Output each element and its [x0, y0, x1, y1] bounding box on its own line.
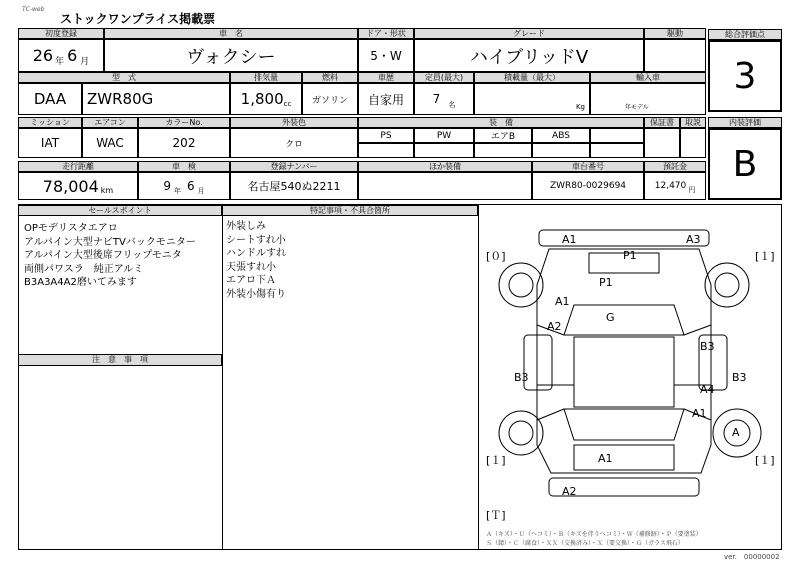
manual-value — [680, 128, 706, 158]
logo: TC-web — [22, 6, 45, 13]
damage-mark: A2 — [547, 320, 562, 333]
drive-value — [644, 39, 706, 72]
label-capacity: 定員(最大) — [414, 72, 474, 83]
label-aircon: エアコン — [82, 117, 138, 128]
equip-row2-b — [414, 143, 474, 158]
sales-point-item: B3A3A4A2磨いてみます — [24, 277, 137, 288]
divider-left — [222, 204, 223, 550]
label-other-equip: ほか装備 — [358, 161, 532, 172]
capacity-value: 7 — [432, 92, 441, 106]
damage-mark: G — [606, 311, 615, 324]
load-unit: Kg — [575, 103, 585, 111]
damage-mark: B3 — [514, 371, 529, 384]
label-model: 型 式 — [18, 72, 230, 83]
bracket-front-left: [０] — [486, 250, 506, 263]
note-item: シートすれ小 — [226, 234, 286, 246]
label-equipment: 装 備 — [358, 117, 644, 128]
label-drive: 駆動 — [644, 28, 706, 39]
damage-mark: A1 — [555, 295, 570, 308]
interior-score: B — [708, 128, 782, 200]
label-load: 積載量（最大） — [474, 72, 590, 83]
label-sales-point: セールスポイント — [18, 205, 222, 216]
year-value: 26 — [32, 46, 54, 65]
model-prefix: DAA — [18, 83, 82, 115]
door-value: 5・W — [358, 39, 414, 72]
label-inspection: 車 検 — [138, 161, 230, 172]
import-unit: 年モデル — [625, 104, 649, 111]
grade-value: ハイブリッドV — [414, 39, 644, 72]
load-cell — [474, 83, 590, 115]
price-value: 12,470 — [654, 181, 687, 191]
bracket-trunk: [Ｔ] — [486, 509, 506, 522]
insp-year-unit: 年 — [174, 186, 181, 195]
import-cell — [590, 83, 706, 115]
label-import: 輸入車 — [590, 72, 706, 83]
damage-mark: A3 — [686, 233, 701, 246]
first-reg-value — [18, 39, 104, 72]
chassis-value: ZWR80-0029694 — [532, 172, 644, 200]
legend-line-1: Ａ（キズ）・Ｕ（ヘコミ）・Ｂ（キズを伴うヘコミ）・Ｗ（補修跡）・Ｐ（要塗装） — [486, 531, 702, 538]
damage-mark: A — [732, 426, 740, 439]
mileage-unit: km — [100, 185, 114, 195]
month-unit: 月 — [80, 57, 90, 67]
sales-points-list — [24, 222, 220, 290]
equip-row2-d — [532, 143, 590, 158]
label-fuel: 燃料 — [302, 72, 358, 83]
history-value: 自家用 — [358, 83, 414, 115]
note-item: 外装しみ — [226, 221, 266, 232]
color-no-value: 202 — [138, 128, 230, 158]
displacement-unit: cc — [283, 100, 292, 108]
label-mission: ミッション — [18, 117, 82, 128]
equip-ps: PS — [358, 128, 414, 143]
sales-point-item: アルパイン大型後席フリップモニタ — [24, 250, 182, 261]
label-door: ドア・形状 — [358, 28, 414, 39]
sales-point-item: 両側パワスラ 純正アルミ — [24, 263, 144, 275]
label-interior: 内装評価 — [708, 117, 782, 128]
label-grade: グレード — [414, 28, 644, 39]
label-notes: 特記事項・不具合箇所 — [222, 205, 478, 216]
label-warranty: 保証書 — [644, 117, 680, 128]
sales-point-item: OPモデリスタエアロ — [24, 223, 118, 234]
label-chassis: 車台番号 — [532, 161, 644, 172]
model-value: ZWR80G — [82, 83, 230, 115]
note-item: ハンドルすれ — [226, 248, 286, 259]
bracket-rear-right: [１] — [755, 454, 775, 467]
label-history: 車歴 — [358, 72, 414, 83]
mileage-cell — [18, 172, 138, 200]
note-item: 天張すれ小 — [226, 261, 276, 273]
plate-value: 名古屋540ぬ2211 — [230, 172, 358, 200]
damage-mark: A1 — [692, 407, 707, 420]
label-car-name: 車 名 — [104, 28, 358, 39]
notes-list — [226, 220, 476, 301]
label-price: 預託金 — [644, 161, 706, 172]
aircon-value: WAC — [82, 128, 138, 158]
page-title: ストックワンプライス掲載票 — [60, 12, 216, 26]
label-manual: 取説 — [680, 117, 706, 128]
other-equip-value — [358, 172, 532, 200]
note-item: 外装小傷有り — [226, 288, 286, 300]
mission-value: IAT — [18, 128, 82, 158]
insp-month-unit: 月 — [197, 186, 205, 195]
mileage-value: 78,004 — [42, 176, 99, 196]
damage-mark: P1 — [599, 276, 613, 289]
label-plate: 登録ナンバー — [230, 161, 358, 172]
damage-mark: B3 — [700, 340, 715, 353]
label-mileage: 走行距離 — [18, 161, 138, 172]
damage-mark: P1 — [623, 249, 637, 262]
displacement-cell — [230, 83, 302, 115]
label-color-no: カラーNo. — [138, 117, 230, 128]
warranty-value — [644, 128, 680, 158]
equip-row2-c — [474, 143, 532, 158]
legend-line-2: Ｓ（錆）・Ｃ（腐食）・ＸＸ（交換済み）・Ｘ（要交換）・Ｇ（ガラス飛石） — [486, 540, 684, 547]
label-exterior: 外装色 — [230, 117, 358, 128]
insp-month-value: 6 — [187, 179, 195, 193]
exterior-color-value: クロ — [230, 128, 358, 158]
price-cell — [644, 172, 706, 200]
overall-score: 3 — [708, 40, 782, 112]
damage-mark: A2 — [562, 485, 577, 498]
damage-mark: B3 — [732, 371, 747, 384]
label-overall: 総合評価点 — [708, 29, 782, 40]
year-unit: 年 — [55, 57, 65, 67]
damage-mark: A4 — [700, 383, 715, 396]
equip-airbag: エアB — [474, 128, 532, 143]
capacity-unit: 名 — [448, 101, 456, 109]
capacity-cell — [414, 83, 474, 115]
month-value: 6 — [67, 46, 78, 65]
label-first-reg: 初度登録 — [18, 28, 104, 39]
bracket-front-right: [１] — [755, 250, 775, 263]
label-caution: 注 意 事 項 — [18, 354, 222, 366]
equip-row2-e — [590, 143, 644, 158]
label-displacement: 排気量 — [230, 72, 302, 83]
equip-row2-a — [358, 143, 414, 158]
inspection-cell — [138, 172, 230, 200]
equip-empty-1 — [590, 128, 644, 143]
car-name-value: ヴォクシー — [104, 39, 358, 72]
price-unit: 円 — [688, 186, 696, 194]
damage-mark: A1 — [598, 452, 613, 465]
fuel-value: ガソリン — [302, 83, 358, 115]
equip-abs: ABS — [532, 128, 590, 143]
displacement-value: 1,800 — [240, 90, 284, 108]
damage-mark: A1 — [562, 233, 577, 246]
equip-pw: PW — [414, 128, 474, 143]
note-item: エアロ下Ａ — [226, 275, 276, 286]
version-label: ver. 00000002 — [724, 553, 780, 561]
sales-point-item: アルパイン大型ナビTVバックモニター — [24, 236, 196, 248]
bracket-rear-left: [１] — [486, 454, 506, 467]
insp-year-value: 9 — [163, 179, 171, 193]
